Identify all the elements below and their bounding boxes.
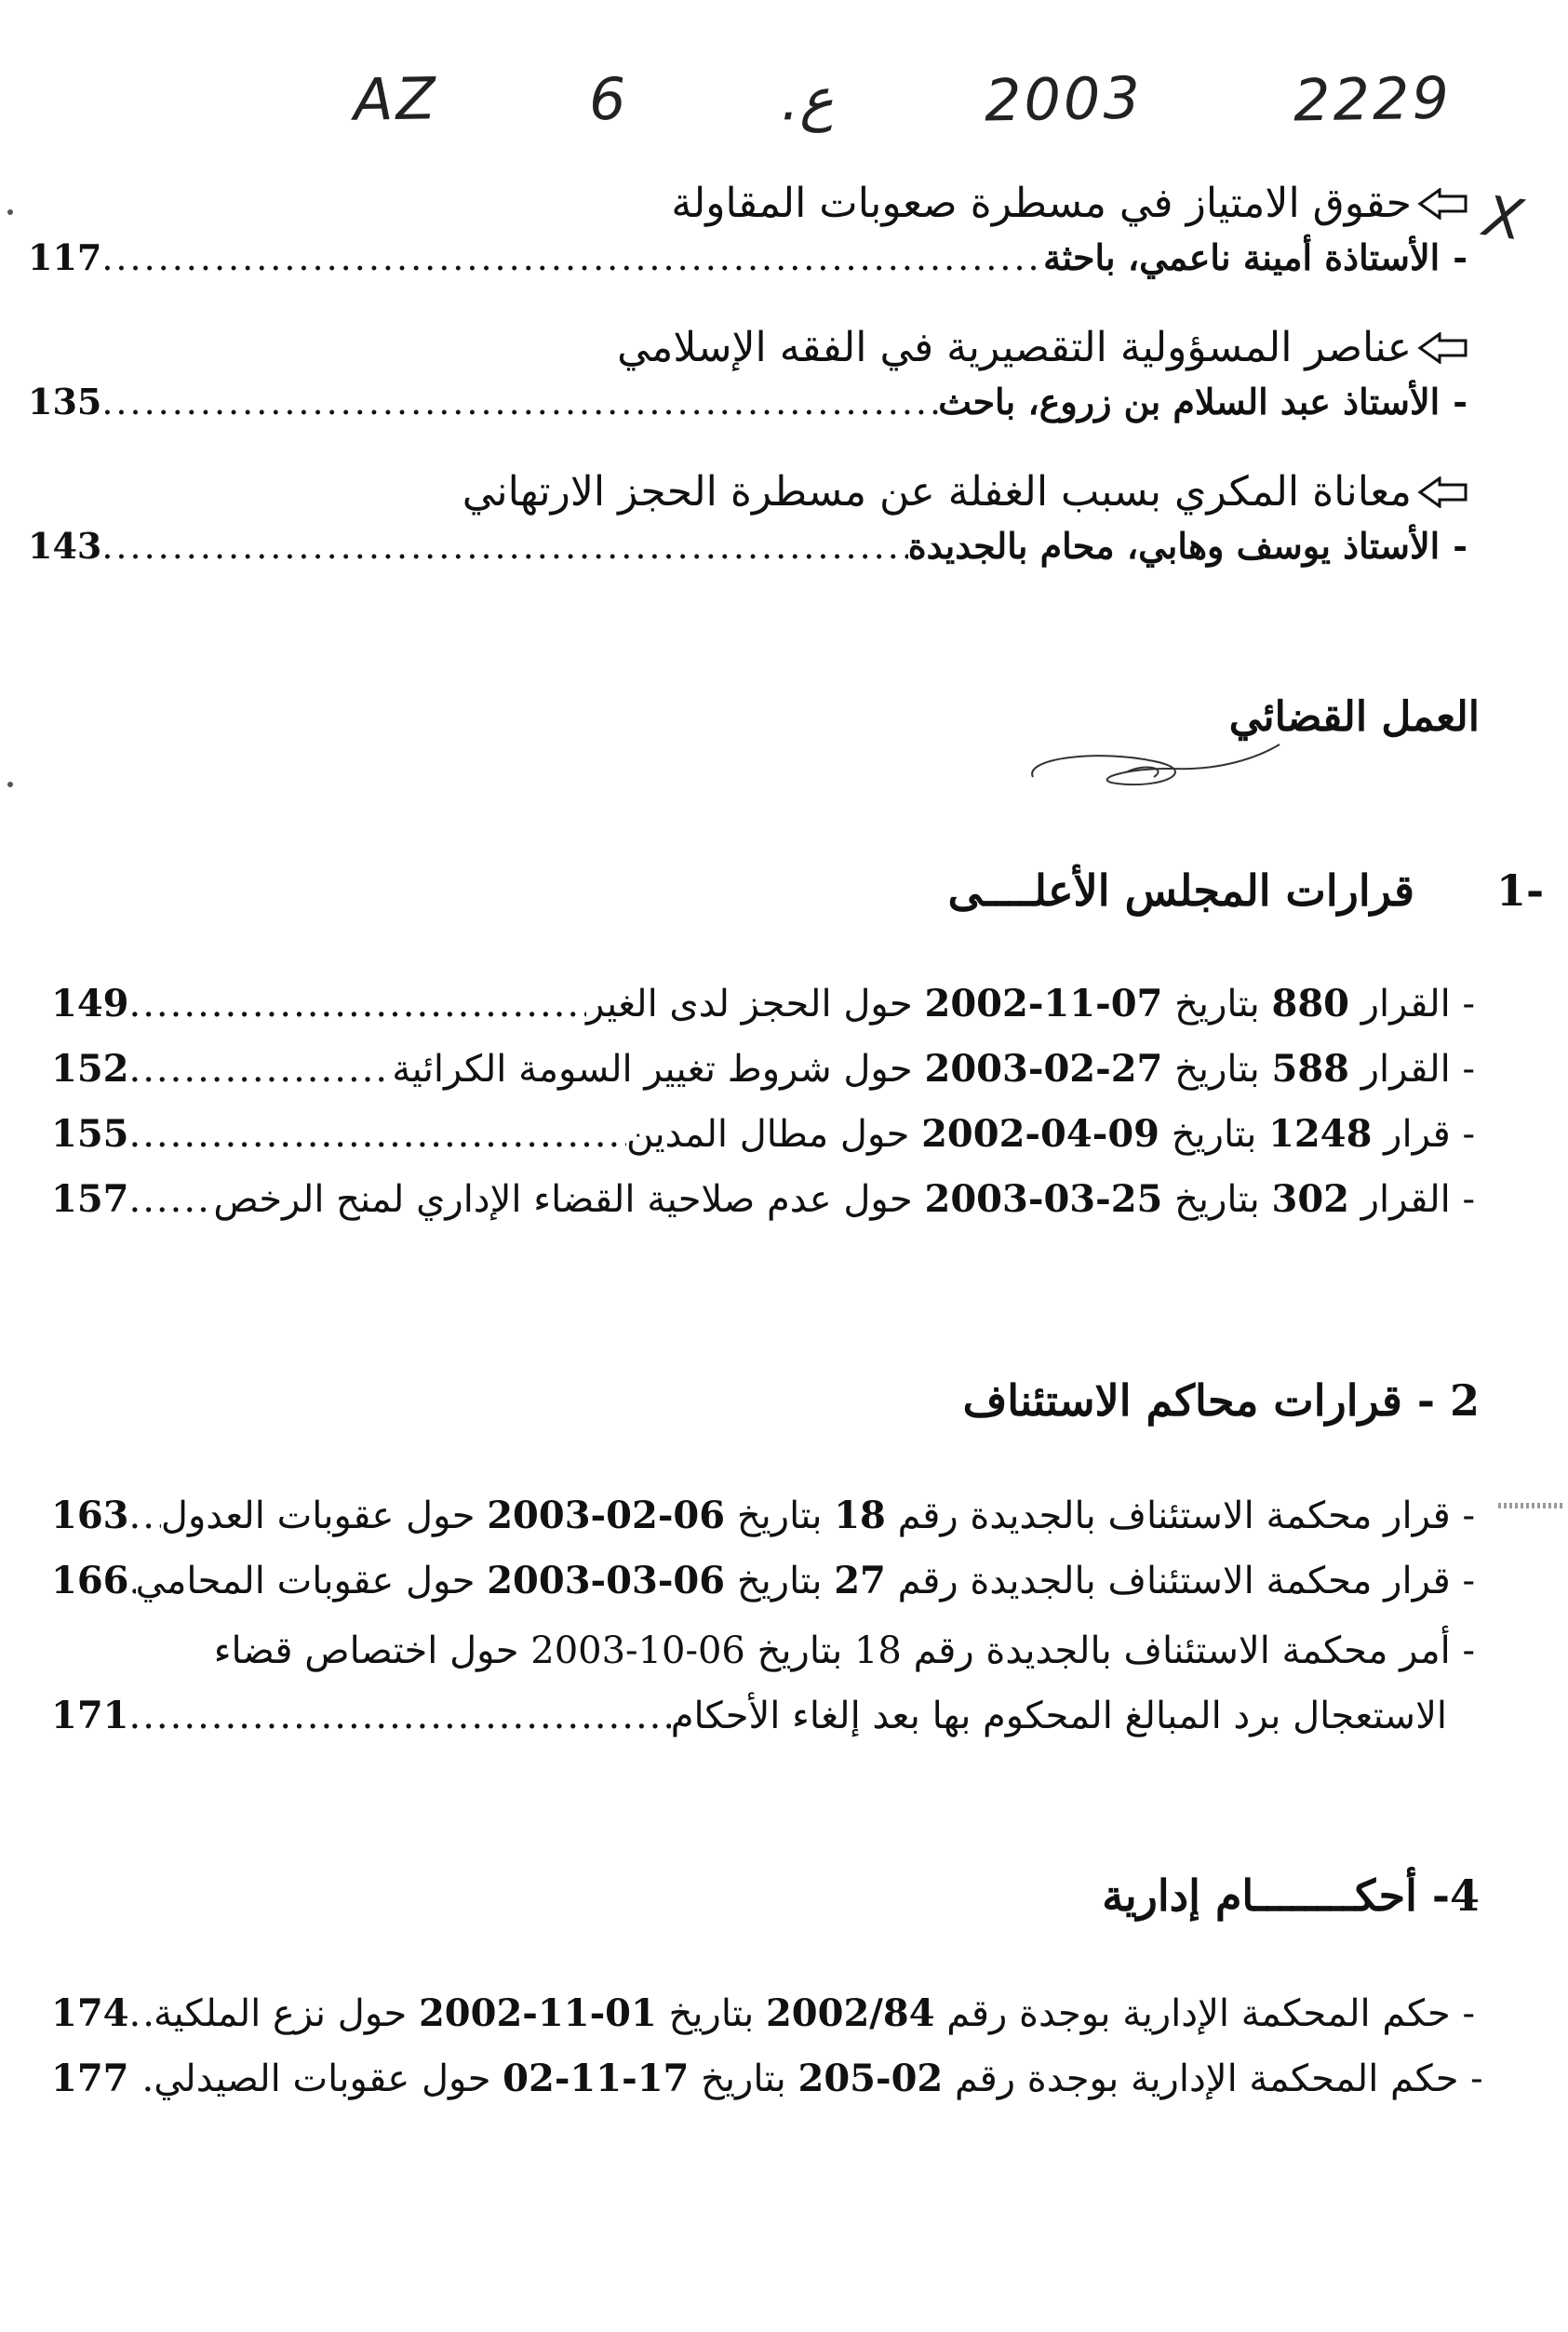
- entry-text: - قرار 1248 بتاريخ 09-04-2002 حول مطال المدين: [626, 1112, 1475, 1156]
- list-dash: -: [1462, 1629, 1475, 1672]
- handwritten-mark: X: [1480, 183, 1527, 254]
- dot-leader: [129, 1489, 161, 1543]
- dot-leader: [129, 1173, 214, 1226]
- handwritten-part: AZ: [353, 64, 439, 134]
- page-number: 155: [51, 1112, 129, 1156]
- subsection-title-row: [1102, 1870, 1480, 1921]
- page-number: 174: [51, 1991, 129, 2035]
- toc-entry: [51, 1173, 1475, 1226]
- page-number: 171: [51, 1694, 129, 1737]
- toc-entry: [51, 1107, 1475, 1161]
- dot-leader: [129, 977, 586, 1031]
- page-number: 157: [51, 1177, 129, 1221]
- entry-text: - قرار محكمة الاستئناف بالجديدة رقم 18 بتاريخ 06-02-2003 حول عقوبات العدول: [160, 1494, 1475, 1537]
- page-number: 166: [51, 1559, 129, 1602]
- page-number: 152: [51, 1047, 129, 1091]
- article-author-row: [28, 233, 1467, 283]
- toc-entry: [51, 1554, 1475, 1608]
- page-number: 149: [51, 982, 129, 1025]
- article-author: الأستاذ عبد السلام بن زروع، باحث: [938, 381, 1441, 422]
- toc-entry: [51, 1042, 1475, 1096]
- dot-leader: [129, 1042, 393, 1096]
- dot-leader: [101, 521, 907, 571]
- page-number: 143: [28, 525, 102, 567]
- entry-text: - القرار 588 بتاريخ 27-02-2003 حول شروط تغيير السومة الكرائية: [392, 1047, 1475, 1091]
- list-dash: -: [1453, 236, 1467, 278]
- page-number: 117: [28, 236, 102, 278]
- article-entry: [28, 321, 1467, 427]
- dot-leader: [101, 233, 1043, 283]
- toc-entry: [51, 977, 1475, 1031]
- entry-text: - القرار 880 بتاريخ 07-11-2002 حول الحجز لدى الغير: [585, 982, 1475, 1025]
- article-title-row: [28, 321, 1467, 375]
- dot-leader: [101, 377, 938, 427]
- toc-entry: [51, 2052, 1483, 2106]
- article-title-row: [28, 465, 1467, 519]
- article-author: الأستاذة أمينة ناعمي، باحثة: [1043, 236, 1441, 278]
- article-entry: [28, 177, 1467, 283]
- entry-text: - قرار محكمة الاستئناف بالجديدة رقم 27 بتاريخ 06-03-2003 حول عقوبات المحامي: [135, 1559, 1475, 1602]
- subsection-title: قرارات المجلس الأعلــــى: [947, 865, 1414, 916]
- subsection-number: 1-: [1496, 865, 1545, 916]
- list-dash: -: [1453, 525, 1467, 567]
- handwritten-reference: [354, 65, 1452, 133]
- entry-text: - حكم المحكمة الإدارية بوجدة رقم 02-205 بتاريخ 17-11-02 حول عقوبات الصيدلي.: [141, 2057, 1483, 2100]
- article-title: عناصر المسؤولية التقصيرية في الفقه الإسلامي: [617, 324, 1412, 371]
- article-author: الأستاذ يوسف وهابي، محام بالجديدة: [907, 525, 1441, 567]
- subsection-number: 2 -: [1416, 1375, 1480, 1426]
- toc-entry-wrapped-line2: [51, 1689, 1447, 1743]
- dot-leader: [129, 1554, 136, 1608]
- article-entry: [28, 465, 1467, 571]
- dot-leader: [129, 1987, 154, 2041]
- handwritten-part: .ع: [779, 64, 834, 134]
- handwritten-part: 6: [588, 64, 630, 134]
- handwritten-scribble: [1014, 726, 1284, 810]
- scan-artifact: [1498, 1503, 1563, 1508]
- subsection-title-row: [963, 1375, 1480, 1426]
- toc-entry-wrapped: [51, 1624, 1475, 1678]
- article-title: معاناة المكري بسبب الغفلة عن مسطرة الحجز الارتهاني: [462, 468, 1412, 516]
- entry-text: - القرار 302 بتاريخ 25-03-2003 حول عدم صلاحية القضاء الإداري لمنح الرخص: [213, 1177, 1475, 1221]
- handwritten-part: 2003: [984, 63, 1144, 135]
- dot-leader: [129, 1689, 671, 1743]
- page-number: 163: [51, 1494, 129, 1537]
- outline-arrow-icon: [1417, 476, 1467, 508]
- article-author-row: [28, 521, 1467, 571]
- article-author-row: [28, 377, 1467, 427]
- outline-arrow-icon: [1417, 332, 1467, 364]
- subsection-title: أحكــــــــام إدارية: [1102, 1870, 1417, 1921]
- page-number: 135: [28, 381, 102, 422]
- entry-text-line1: أمر محكمة الاستئناف بالجديدة رقم 18 بتاريخ 06-10-2003 حول اختصاص قضاء: [213, 1629, 1451, 1672]
- subsection-number: 4-: [1431, 1870, 1480, 1921]
- list-dash: -: [1453, 381, 1467, 422]
- toc-entry: [51, 1489, 1475, 1543]
- article-title: حقوق الامتياز في مسطرة صعوبات المقاولة: [671, 180, 1412, 227]
- margin-mark: [7, 209, 13, 215]
- dot-leader: [129, 1107, 627, 1161]
- entry-text-line2: الاستعجال برد المبالغ المحكوم بها بعد إلغاء الأحكام: [670, 1695, 1447, 1737]
- toc-entry: [51, 1987, 1475, 2041]
- section-title: العمل القضائي: [1228, 693, 1480, 741]
- outline-arrow-icon: [1417, 188, 1467, 220]
- entry-text: - حكم المحكمة الإدارية بوجدة رقم 2002/84 بتاريخ 01-11-2002 حول نزع الملكية: [154, 1991, 1475, 2035]
- article-title-row: [28, 177, 1467, 231]
- margin-mark: [7, 782, 13, 787]
- handwritten-part: 2229: [1293, 63, 1453, 135]
- page-number: 177: [51, 2057, 129, 2100]
- subsection-title: قرارات محاكم الاستئناف: [962, 1375, 1402, 1426]
